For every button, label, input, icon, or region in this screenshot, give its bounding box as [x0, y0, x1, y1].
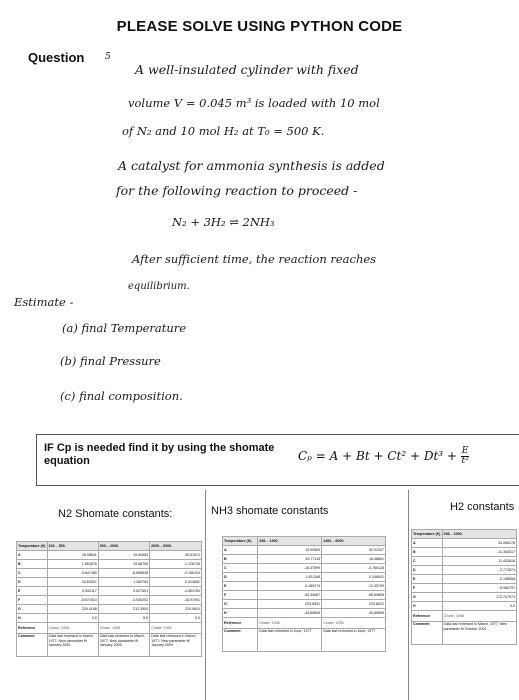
nh3-reference-cell: Chase, 1998 — [258, 618, 322, 629]
nh3-coefficient-cell: -45.89806 — [258, 609, 322, 618]
page-heading: PLEASE SOLVE USING PYTHON CODE — [116, 18, 403, 35]
nh3-coefficient-cell: 0.248541 — [322, 573, 386, 582]
nh3-coefficient-row — [223, 591, 386, 600]
h2-coefficient-cell: -2.772874 — [442, 566, 517, 575]
question-label: Question — [28, 50, 85, 65]
n2-coefficient-row — [17, 614, 202, 623]
n2-column-range: 100. - 500. — [47, 542, 98, 551]
nh3-row-label: H — [223, 609, 258, 618]
n2-coefficient-row — [17, 578, 202, 587]
h2-coefficient-row — [412, 593, 517, 602]
h2-coefficient-cell: 11.432816 — [442, 557, 517, 566]
h2-column-range: 298. - 1000. — [442, 530, 517, 539]
nh3-comment-label: Comment — [223, 629, 258, 652]
h2-coefficient-cell: 172.707974 — [442, 593, 517, 602]
nh3-coefficient-cell: -85.53895 — [322, 591, 386, 600]
part-b: (b) final Pressure — [60, 354, 161, 368]
nh3-section-title: NH3 shomate constants — [211, 505, 329, 517]
problem-line-5: for the following reaction to proceed - — [116, 183, 358, 198]
nh3-comment-cell: Data last reviewed in June, 1977 — [258, 629, 322, 652]
formula-denominator: t² — [461, 456, 469, 466]
h2-row-label: D — [412, 566, 443, 575]
n2-comment-row — [17, 634, 202, 657]
n2-coefficient-cell: 19.88705 — [98, 560, 149, 569]
nh3-coefficient-cell: 223.8022 — [322, 600, 386, 609]
nh3-coefficient-cell: -45.89806 — [322, 609, 386, 618]
n2-row-label: A — [17, 551, 48, 560]
n2-coefficient-cell: 0.000117 — [47, 587, 98, 596]
formula-lhs: Cₚ = A + Bt + Ct² + Dt³ + — [298, 449, 457, 463]
h2-coefficient-row — [412, 584, 517, 593]
h2-row-label: E — [412, 575, 443, 584]
h2-row-label: F — [412, 584, 443, 593]
h2-coefficient-row — [412, 602, 517, 611]
h2-reference-label: Reference — [412, 611, 443, 622]
nh3-coefficient-cell: 18.48801 — [322, 555, 386, 564]
nh3-coefficient-cell: 49.77119 — [258, 555, 322, 564]
part-a: (a) final Temperature — [62, 321, 187, 335]
h2-header-row — [412, 530, 517, 539]
h2-comment-cell: Data last reviewed in March, 1977; New parameter fit October 2001 — [442, 622, 517, 645]
nh3-coefficient-cell: -12.45799 — [322, 582, 386, 591]
nh3-reference-label: Reference — [223, 618, 258, 629]
n2-coefficient-row — [17, 569, 202, 578]
h2-header-label: Temperature (K) — [412, 530, 443, 539]
estimate-label: Estimate - — [14, 295, 74, 309]
h2-row-label: C — [412, 557, 443, 566]
problem-line-4: A catalyst for ammonia synthesis is added — [118, 158, 385, 173]
n2-column-range: 2000. - 6000. — [150, 542, 202, 551]
part-c: (c) final composition. — [60, 389, 183, 403]
h2-reference-row — [412, 611, 517, 622]
n2-header-row — [17, 542, 202, 551]
nh3-reference-cell: Chase, 1998 — [322, 618, 386, 629]
nh3-coefficient-cell: 1.921168 — [258, 573, 322, 582]
h2-coefficient-cell: -0.158558 — [442, 575, 517, 584]
n2-comment-cell: Data last reviewed in March, 1977; New parameter fit January 2009 — [47, 634, 98, 657]
n2-coefficient-row — [17, 560, 202, 569]
n2-coefficient-row — [17, 596, 202, 605]
h2-comment-label: Comment — [412, 622, 443, 645]
n2-coefficient-cell: -4.935202 — [98, 596, 149, 605]
n2-coefficient-cell: -9.647459 — [47, 569, 98, 578]
nh3-coefficient-cell: -53.30667 — [258, 591, 322, 600]
nh3-row-label: C — [223, 564, 258, 573]
n2-coefficient-cell: -4.553760 — [150, 587, 202, 596]
n2-header-label: Temperature (K) — [17, 542, 48, 551]
nh3-shomate-table — [222, 536, 386, 652]
nh3-coefficient-row — [223, 564, 386, 573]
n2-row-label: G — [17, 605, 48, 614]
problem-line-3: of N₂ and 10 mol H₂ at T₀ = 500 K. — [122, 124, 325, 138]
nh3-comment-cell: Data last reviewed in June, 1977 — [322, 629, 386, 652]
nh3-column-range: 1400. - 6000. — [322, 537, 386, 546]
cp-note-text: IF Cp is needed find it by using the shomate equation — [44, 442, 275, 467]
n2-coefficient-cell: 28.98641 — [47, 551, 98, 560]
nh3-coefficient-cell: -15.37599 — [258, 564, 322, 573]
n2-coefficient-cell: 1.128728 — [150, 560, 202, 569]
n2-coefficient-cell: 0.0 — [98, 614, 149, 623]
n2-coefficient-cell: -8.671914 — [47, 596, 98, 605]
n2-coefficient-cell: -8.598535 — [98, 569, 149, 578]
nh3-column-range: 298. - 1400. — [258, 537, 322, 546]
problem-line-7: equilibrium. — [128, 281, 190, 292]
nh3-coefficient-cell: 52.02427 — [322, 546, 386, 555]
nh3-coefficient-cell: -3.765128 — [322, 564, 386, 573]
n2-coefficient-cell: -0.196103 — [150, 569, 202, 578]
nh3-header-label: Temperature (K) — [223, 537, 258, 546]
nh3-coefficient-cell: 203.8591 — [258, 600, 322, 609]
n2-row-label: E — [17, 587, 48, 596]
n2-comment-cell: Data last reviewed in March, 1977; New parameter fit January 2009 — [150, 634, 202, 657]
n2-coefficient-cell: 0.0 — [47, 614, 98, 623]
n2-coefficient-row — [17, 587, 202, 596]
formula-fraction — [461, 447, 470, 466]
shomate-formula — [298, 447, 469, 466]
nh3-coefficient-row — [223, 609, 386, 618]
n2-row-label: D — [17, 578, 48, 587]
h2-row-label: B — [412, 548, 443, 557]
question-number: 5 — [105, 52, 111, 62]
h2-coefficient-row — [412, 566, 517, 575]
n2-coefficient-cell: 0.527601 — [98, 587, 149, 596]
nh3-row-label: D — [223, 573, 258, 582]
n2-coefficient-row — [17, 605, 202, 614]
nh3-row-label: A — [223, 546, 258, 555]
h2-coefficient-cell: -11.363417 — [442, 548, 517, 557]
nh3-coefficient-row — [223, 600, 386, 609]
nh3-row-label: G — [223, 600, 258, 609]
n2-column-range: 500. - 2000. — [98, 542, 149, 551]
nh3-row-label: B — [223, 555, 258, 564]
n2-coefficient-row — [17, 551, 202, 560]
h2-coefficient-cell: 33.066178 — [442, 539, 517, 548]
n2-shomate-table — [16, 541, 202, 657]
n2-row-label: H — [17, 614, 48, 623]
nh3-coefficient-row — [223, 546, 386, 555]
h2-reference-cell: Chase, 1998 — [442, 611, 517, 622]
n2-row-label: B — [17, 560, 48, 569]
h2-coefficient-cell: -9.980797 — [442, 584, 517, 593]
n2-coefficient-cell: 35.51872 — [150, 551, 202, 560]
nh3-coefficient-row — [223, 555, 386, 564]
n2-coefficient-cell: 19.50583 — [98, 551, 149, 560]
problem-line-1: A well-insulated cylinder with fixed — [135, 62, 359, 77]
n2-coefficient-cell: 0.014662 — [150, 578, 202, 587]
n2-comment-label: Comment — [17, 634, 48, 657]
nh3-coefficient-cell: 0.189174 — [258, 582, 322, 591]
nh3-reference-row — [223, 618, 386, 629]
n2-coefficient-cell: 0.0 — [150, 614, 202, 623]
formula-numerator: E — [461, 446, 469, 456]
n2-coefficient-cell: 226.4168 — [47, 605, 98, 614]
n2-coefficient-cell: 16.63537 — [47, 578, 98, 587]
h2-coefficient-row — [412, 557, 517, 566]
h2-row-label: A — [412, 539, 443, 548]
problem-line-6: After sufficient time, the reaction reaches — [132, 252, 377, 266]
n2-reference-cell: Chase, 1998 — [150, 623, 202, 634]
nh3-row-label: E — [223, 582, 258, 591]
nh3-row-label: F — [223, 591, 258, 600]
n2-row-label: C — [17, 569, 48, 578]
n2-coefficient-cell: 224.9810 — [150, 605, 202, 614]
n2-coefficient-cell: 1.369784 — [98, 578, 149, 587]
h2-coefficient-row — [412, 575, 517, 584]
n2-reference-row — [17, 623, 202, 634]
n2-reference-cell: Chase, 1998 — [98, 623, 149, 634]
section-divider-1 — [205, 490, 206, 700]
n2-comment-cell: Data last reviewed in March, 1977; New parameter fit January 2009 — [98, 634, 149, 657]
h2-coefficient-row — [412, 539, 517, 548]
nh3-header-row — [223, 537, 386, 546]
n2-row-label: F — [17, 596, 48, 605]
n2-reference-label: Reference — [17, 623, 48, 634]
h2-row-label: G — [412, 593, 443, 602]
nh3-coefficient-row — [223, 582, 386, 591]
n2-coefficient-cell: 212.3900 — [98, 605, 149, 614]
nh3-comment-row — [223, 629, 386, 652]
h2-row-label: H — [412, 602, 443, 611]
n2-reference-cell: Chase, 1998 — [47, 623, 98, 634]
section-divider-2 — [408, 490, 409, 700]
h2-shomate-table — [411, 529, 517, 645]
h2-section-title: H2 constants — [450, 501, 515, 513]
n2-coefficient-cell: 1.853978 — [47, 560, 98, 569]
nh3-coefficient-cell: 19.99563 — [258, 546, 322, 555]
reaction-equation: N₂ + 3H₂ ⇌ 2NH₃ — [172, 215, 275, 229]
problem-line-2: volume V = 0.045 m³ is loaded with 10 mol — [128, 96, 380, 110]
h2-comment-row — [412, 622, 517, 645]
n2-section-title: N2 Shomate constants: — [58, 508, 173, 520]
h2-coefficient-cell: 0.0 — [442, 602, 517, 611]
n2-coefficient-cell: -18.97091 — [150, 596, 202, 605]
h2-coefficient-row — [412, 548, 517, 557]
nh3-coefficient-row — [223, 573, 386, 582]
